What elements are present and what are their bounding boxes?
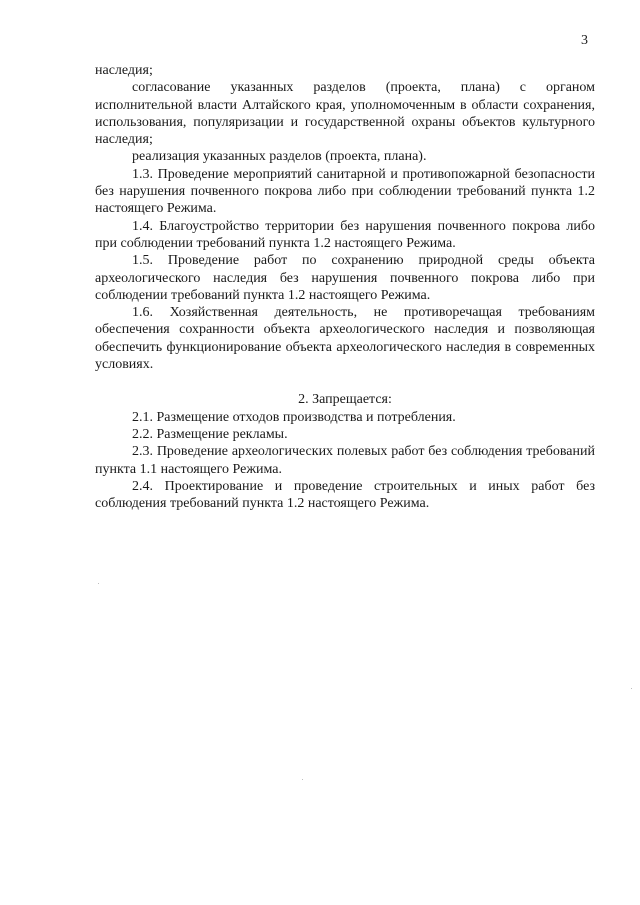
page-number: 3 xyxy=(581,33,588,48)
scan-speck xyxy=(98,583,99,584)
section-2-heading: 2. Запрещается: xyxy=(298,392,392,408)
paragraph-1-5: 1.5. Проведение работ по сохранению природной среды объекта археологического наследия без нарушения почвенного покрова либо при соблюдении требований пункта 1.2 настоящего Режима. xyxy=(95,253,595,303)
paragraph-1-4: 1.4. Благоустройство территории без нарушения почвенного покрова либо при соблюдении требований пункта 1.2 настоящего Режима. xyxy=(95,218,595,251)
paragraph-2-4: 2.4. Проектирование и проведение строительных и иных работ без соблюдения требований пункта 1.2 настоящего Режима. xyxy=(95,478,595,512)
scan-speck xyxy=(631,688,632,689)
paragraph-implementation: реализация указанных разделов (проекта, плана). xyxy=(132,149,427,165)
paragraph-1-6: 1.6. Хозяйственная деятельность, не противоречащая требованиям обеспечения сохранности объекта археологического наследия и позволяющая обеспечить функционирование объекта археологического наследия в современных условиях. xyxy=(95,305,595,373)
paragraph-1-3: 1.3. Проведение мероприятий санитарной и противопожарной безопасности без нарушения почвенного покрова либо при соблюдении требований пункта 1.2 настоящего Режима. xyxy=(95,166,595,217)
scan-speck xyxy=(302,779,303,780)
paragraph-2-2: 2.2. Размещение рекламы. xyxy=(132,426,288,442)
document-body xyxy=(95,62,595,512)
paragraph-approval: согласование указанных разделов (проекта, плана) с органом исполнительной власти Алтайского края, уполномоченным в области сохранения, использования, популяризации и государственной охраны объектов культурного наследия; xyxy=(95,80,595,148)
paragraph-2-3: 2.3. Проведение археологических полевых работ без соблюдения требований пункта 1.1 настоящего Режима. xyxy=(95,444,595,477)
paragraph-continuation: наследия; xyxy=(95,63,153,78)
paragraph-2-1: 2.1. Размещение отходов производства и потребления. xyxy=(132,409,456,425)
